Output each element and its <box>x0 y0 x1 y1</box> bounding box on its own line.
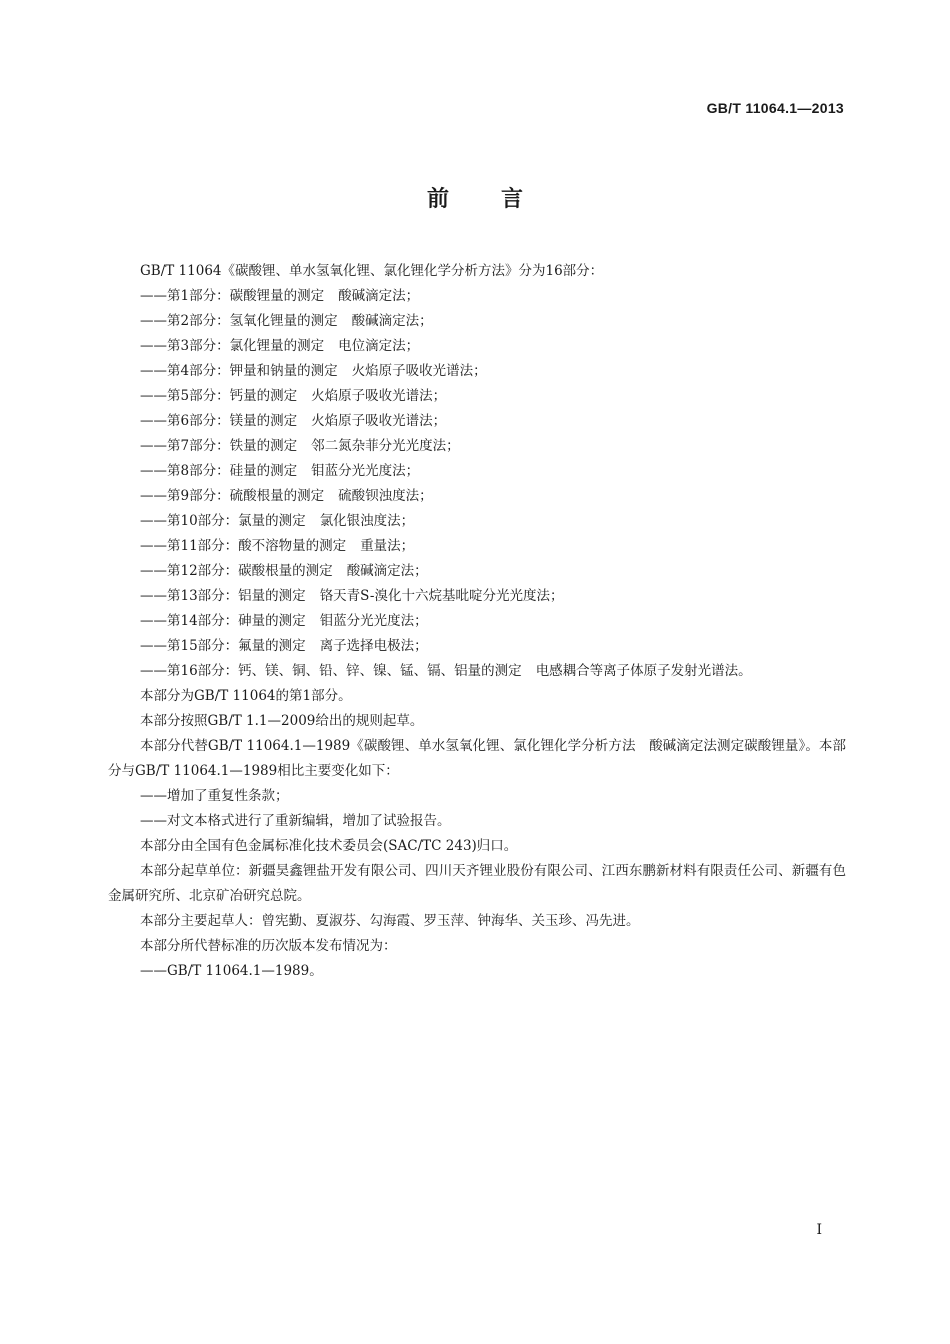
part-method: 火焰原子吸收光谱法； <box>311 388 447 404</box>
part-method: 钼蓝分光光度法； <box>311 463 420 479</box>
list-item <box>108 284 846 309</box>
part-method: 铬天青S-溴化十六烷基吡啶分光光度法； <box>319 588 564 604</box>
list-item <box>108 559 846 584</box>
part-method: 酸碱滴定法； <box>351 313 433 329</box>
list-item <box>108 609 846 634</box>
part-method: 氯化银浊度法； <box>319 513 415 529</box>
list-item <box>108 484 846 509</box>
part-name: ——第1部分：碳酸锂量的测定 <box>140 288 325 304</box>
part-method: 火焰原子吸收光谱法； <box>311 413 447 429</box>
part-name: ——第7部分：铁量的测定 <box>140 438 298 454</box>
part-name: ——第9部分：硫酸根量的测定 <box>140 488 325 504</box>
list-item <box>108 634 846 659</box>
part-name: ——第3部分：氯化锂量的测定 <box>140 338 325 354</box>
page-title: 前言 <box>426 187 575 212</box>
part-method: 电位滴定法； <box>338 338 420 354</box>
drafting-units-paragraph: 本部分起草单位：新疆昊鑫锂盐开发有限公司、四川天齐锂业股份有限公司、江西东鹏新材料有限责任公司、新疆有色金属研究所、北京矿冶研究总院。 <box>108 863 846 904</box>
page-number: I <box>816 1222 822 1238</box>
list-item <box>108 334 846 359</box>
part-name: ——第10部分：氯量的测定 <box>140 513 306 529</box>
parts-list <box>108 284 846 684</box>
part-name: ——第16部分：钙、镁、铜、铅、锌、镍、锰、镉、铝量的测定 <box>140 663 522 679</box>
part-of-paragraph: 本部分为GB/T 11064的第1部分。 <box>140 688 352 704</box>
history-paragraph: 本部分所代替标准的历次版本发布情况为： <box>140 938 397 954</box>
list-item <box>108 434 846 459</box>
part-method: 硫酸钡浊度法； <box>338 488 433 504</box>
foreword-body <box>108 259 846 984</box>
part-name: ——第8部分：硅量的测定 <box>140 463 298 479</box>
list-item: ——GB/T 11064.1—1989。 <box>140 963 323 979</box>
part-method: 钼蓝分光光度法； <box>319 613 428 629</box>
replaces-paragraph: 本部分代替GB/T 11064.1—1989《碳酸锂、单水氢氧化锂、氯化锂化学分析方法 酸碱滴定法测定碳酸锂量》。本部分与GB/T 11064.1—1989相比主要变化如下： <box>108 738 846 779</box>
list-item <box>108 384 846 409</box>
list-item <box>108 359 846 384</box>
intro-paragraph: GB/T 11064《碳酸锂、单水氢氧化锂、氯化锂化学分析方法》分为16部分： <box>140 263 604 279</box>
part-name: ——第15部分：氟量的测定 <box>140 638 306 654</box>
part-method: 酸碱滴定法； <box>346 563 428 579</box>
list-item <box>108 584 846 609</box>
standard-number: GB/T 11064.1—2013 <box>706 100 844 116</box>
part-name: ——第5部分：钙量的测定 <box>140 388 298 404</box>
part-method: 重量法； <box>360 538 415 554</box>
history-list <box>108 959 846 984</box>
list-item <box>108 309 846 334</box>
list-item <box>108 534 846 559</box>
list-item <box>108 409 846 434</box>
part-name: ——第4部分：钾量和钠量的测定 <box>140 363 338 379</box>
part-name: ——第13部分：铝量的测定 <box>140 588 306 604</box>
part-name: ——第11部分：酸不溶物量的测定 <box>140 538 347 554</box>
part-name: ——第6部分：镁量的测定 <box>140 413 298 429</box>
drafting-rules-paragraph: 本部分按照GB/T 1.1—2009给出的规则起草。 <box>140 713 424 729</box>
part-method: 离子选择电极法； <box>319 638 428 654</box>
part-name: ——第12部分：碳酸根量的测定 <box>140 563 333 579</box>
list-item: ——增加了重复性条款； <box>140 788 289 804</box>
part-method: 邻二氮杂菲分光光度法； <box>311 438 460 454</box>
list-item <box>108 659 846 684</box>
part-method: 酸碱滴定法； <box>338 288 420 304</box>
part-method: 火焰原子吸收光谱法； <box>351 363 487 379</box>
drafters-paragraph: 本部分主要起草人：曾宪勤、夏淑芬、勾海霞、罗玉萍、钟海华、关玉珍、冯先进。 <box>140 913 640 929</box>
part-method: 电感耦合等离子体原子发射光谱法。 <box>535 663 752 679</box>
list-item: ——对文本格式进行了重新编辑，增加了试验报告。 <box>140 813 451 829</box>
list-item <box>108 509 846 534</box>
part-name: ——第14部分：砷量的测定 <box>140 613 306 629</box>
proposed-by-paragraph: 本部分由全国有色金属标准化技术委员会(SAC/TC 243)归口。 <box>140 838 518 854</box>
changes-list <box>108 784 846 834</box>
list-item <box>108 459 846 484</box>
part-name: ——第2部分：氢氧化锂量的测定 <box>140 313 338 329</box>
